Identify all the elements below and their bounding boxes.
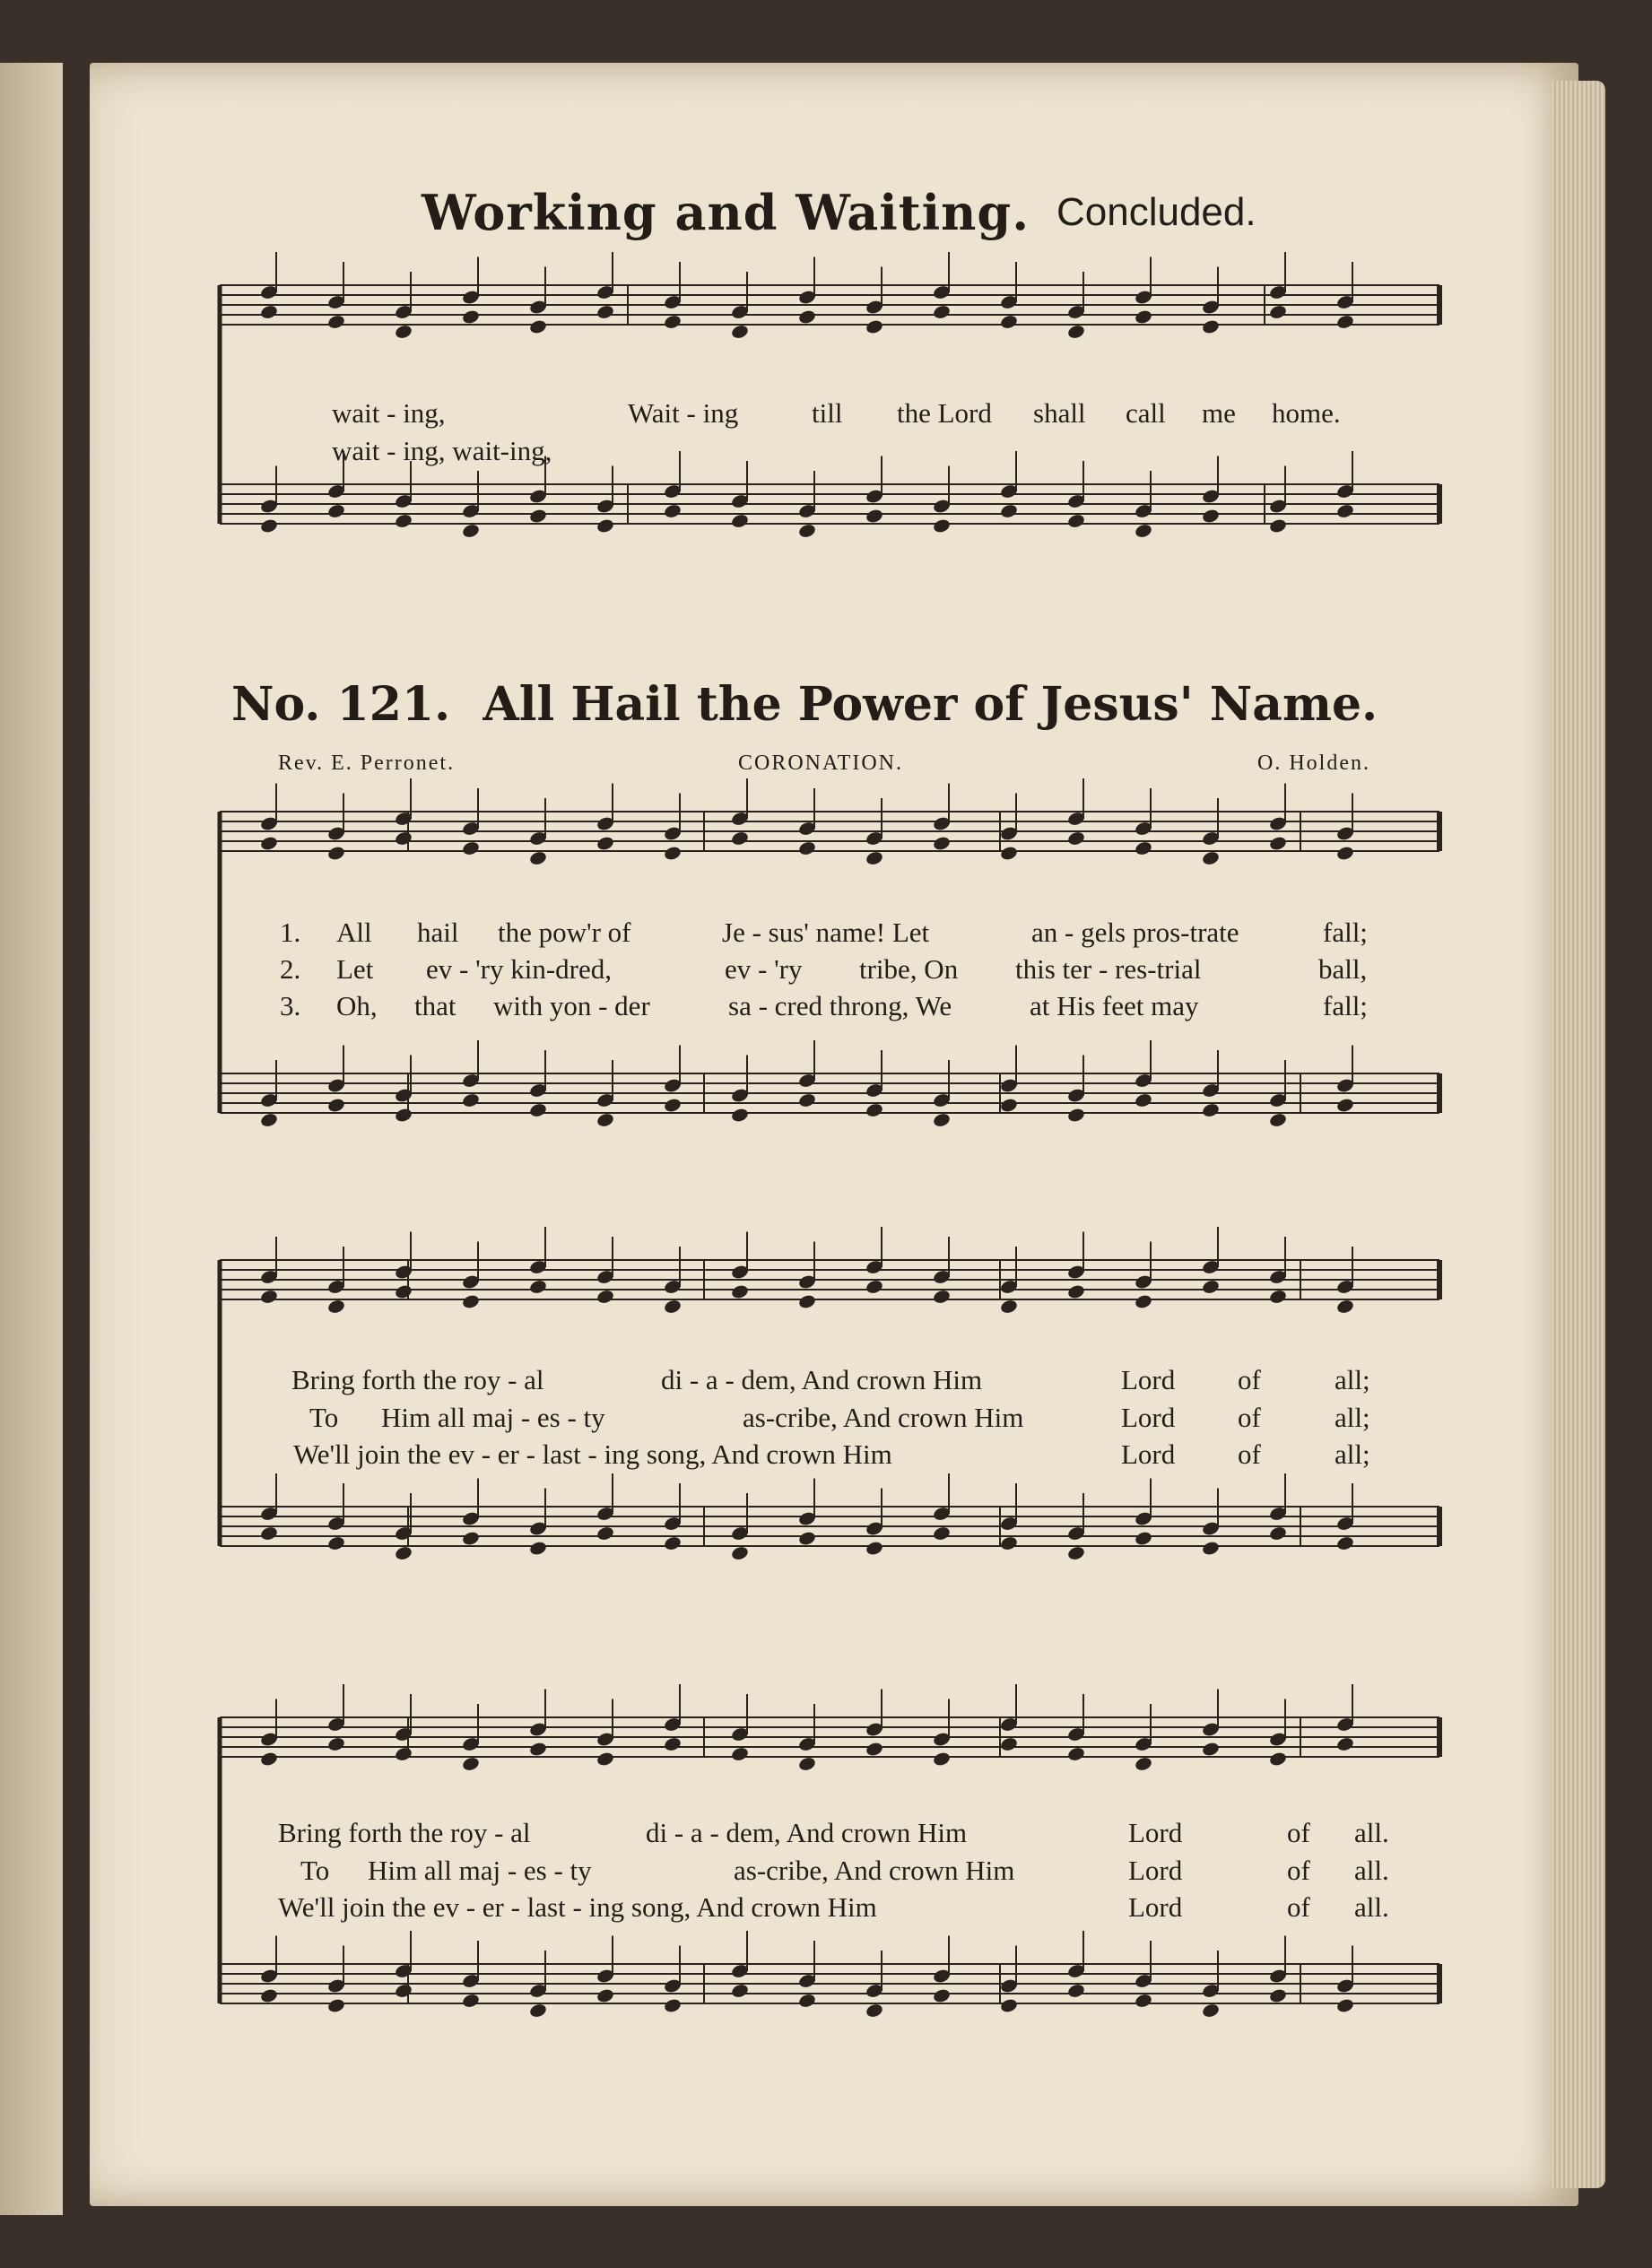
note-head [259,1112,278,1128]
note-head [663,1736,682,1752]
lyric: ball, [1318,953,1368,985]
note-head [999,1997,1018,2013]
note-head [663,503,682,519]
note-head [1066,1107,1085,1123]
lyric: an - gels pros-trate [1031,917,1239,948]
note-head [1134,1756,1152,1772]
note-head [797,1092,816,1108]
prev-lyric: the Lord [897,397,992,429]
note-head [663,845,682,861]
previous-hymn-title: Working and Waiting. [422,184,1030,241]
note-head [932,1289,951,1305]
note-head [663,314,682,330]
note-head [1066,1746,1085,1762]
note-head [1201,850,1220,866]
note-head [1335,503,1354,519]
note-head [326,1097,345,1113]
note-head [259,517,278,534]
note-head [1335,1736,1354,1752]
note-head [259,304,278,320]
lyric: Oh, [336,990,378,1021]
note-head [663,1997,682,2013]
note-head [394,1545,413,1561]
note-head [1066,1983,1085,1999]
lyric: all. [1354,1817,1389,1848]
note-head [326,1299,345,1315]
note-head [797,1530,816,1546]
lyric: Him all maj - es - ty [381,1402,605,1433]
note-head [999,1736,1018,1752]
note-head [999,503,1018,519]
lyric: ev - 'ry [725,953,803,985]
lyric: all. [1354,1891,1389,1923]
lyric: that [414,990,456,1021]
note-head [730,513,749,529]
note-head [1134,840,1152,856]
note-head [1134,1530,1152,1546]
note-head [1201,318,1220,335]
note-head [932,835,951,851]
note-head [730,830,749,847]
note-head [528,2003,547,2019]
prev-lyric: call [1126,397,1166,429]
note-head [461,1293,480,1309]
note-head [461,1530,480,1546]
note-head [1335,845,1354,861]
note-head [999,1097,1018,1113]
prev-lyric: shall [1033,397,1086,429]
note-head [730,1283,749,1299]
prev-lyric: me [1202,397,1236,429]
note-head [394,1107,413,1123]
note-head [932,304,951,320]
lyric: all; [1335,1438,1370,1470]
note-head [596,1987,614,2003]
lyric: Lord [1128,1855,1183,1886]
note-head [730,1746,749,1762]
note-head [326,503,345,519]
lyric: di - a - dem, And crown Him [661,1364,983,1395]
lyric: Je - sus' name! Let [722,917,930,948]
note-head [1201,1102,1220,1118]
note-head [1268,1751,1287,1767]
note-head [1066,1283,1085,1299]
note-head [596,1112,614,1128]
prev-lyric: till [812,397,843,429]
note-head [797,523,816,539]
note-head [730,1107,749,1123]
note-head [1134,308,1152,325]
note-head [730,1545,749,1561]
note-head [1201,508,1220,524]
note-head [797,1993,816,2009]
lyric: We'll join the ev - er - last - ing song, And crown Him [278,1891,877,1923]
lyric: all; [1335,1364,1370,1395]
note-head [1268,1987,1287,2003]
note-head [797,840,816,856]
note-head [730,1983,749,1999]
lyric: all. [1354,1855,1389,1886]
note-head [528,1279,547,1295]
tune-name: CORONATION. [738,752,903,775]
note-head [865,1741,883,1757]
note-head [797,1293,816,1309]
lyric: All [336,917,372,948]
note-head [461,1993,480,2009]
note-head [797,308,816,325]
lyric: Bring forth the roy - al [278,1817,531,1848]
lyric: as-cribe, And crown Him [734,1855,1015,1886]
composer-credit: O. Holden. [1257,752,1370,775]
note-head [259,1525,278,1542]
note-head [1335,1997,1354,2013]
note-head [259,1751,278,1767]
note-head [596,835,614,851]
note-head [528,850,547,866]
lyric: Lord [1121,1364,1176,1395]
lyric: with yon - der [493,990,650,1021]
note-head [1201,2003,1220,2019]
note-head [596,1525,614,1542]
lyric: di - a - dem, And crown Him [646,1817,968,1848]
lyric: fall; [1323,990,1368,1021]
stanza-number: 3. [280,990,301,1021]
note-head [461,1092,480,1108]
lyric: To [309,1402,339,1433]
lyric: all; [1335,1402,1370,1433]
note-head [1066,830,1085,847]
lyric: We'll join the ev - er - last - ing song, And crown Him [293,1438,892,1470]
prev-lyric: wait - ing, [332,397,446,429]
note-head [326,1736,345,1752]
note-head [865,1540,883,1556]
prev-lyric: home. [1272,397,1341,429]
lyric: Lord [1128,1891,1183,1923]
note-head [865,850,883,866]
prev-lyric: Wait - ing [628,397,739,429]
note-head [797,1756,816,1772]
note-head [461,523,480,539]
note-head [1066,324,1085,340]
note-head [461,1756,480,1772]
lyric: of [1238,1402,1261,1433]
lyric: of [1238,1438,1261,1470]
note-head [865,1279,883,1295]
lyric: Him all maj - es - ty [368,1855,592,1886]
note-head [1134,1293,1152,1309]
lyric: Lord [1121,1402,1176,1433]
note-head [932,517,951,534]
note-head [596,517,614,534]
note-head [932,1987,951,2003]
note-head [596,304,614,320]
lyric: Lord [1128,1817,1183,1848]
lyric: Bring forth the roy - al [291,1364,544,1395]
note-head [999,1299,1018,1315]
lyric: To [300,1855,330,1886]
lyric: of [1287,1855,1310,1886]
lyric: this ter - res-trial [1015,953,1202,985]
previous-hymn-subtitle: Concluded. [1056,190,1256,234]
note-head [326,1997,345,2013]
note-head [326,314,345,330]
lyric: of [1287,1891,1310,1923]
note-head [865,2003,883,2019]
note-head [394,1746,413,1762]
note-head [394,1283,413,1299]
note-head [1066,1545,1085,1561]
note-head [461,840,480,856]
note-head [528,1102,547,1118]
note-head [461,308,480,325]
lyric: sa - cred throng, We [728,990,952,1021]
note-head [528,1741,547,1757]
note-head [394,324,413,340]
lyric: fall; [1323,917,1368,948]
prev-lyric: wait - ing, wait-ing, [332,435,552,466]
lyric: ev - 'ry kin-dred, [426,953,613,985]
note-head [1335,314,1354,330]
note-head [1268,517,1287,534]
note-head [1134,523,1152,539]
note-head [1335,1535,1354,1551]
note-head [932,1525,951,1542]
note-head [1201,1540,1220,1556]
note-head [999,845,1018,861]
note-head [865,1102,883,1118]
note-head [932,1112,951,1128]
lyric: of [1238,1364,1261,1395]
lyric: Lord [1121,1438,1176,1470]
note-head [394,513,413,529]
note-head [528,508,547,524]
note-head [1268,1525,1287,1542]
note-head [259,1987,278,2003]
lyric: of [1287,1817,1310,1848]
note-head [663,1097,682,1113]
lyric: as-cribe, And crown Him [743,1402,1024,1433]
note-head [528,1540,547,1556]
note-head [1201,1741,1220,1757]
note-head [865,508,883,524]
note-head [394,830,413,847]
note-head [663,1299,682,1315]
author-credit: Rev. E. Perronet. [278,752,456,775]
note-head [394,1983,413,1999]
note-head [1268,1112,1287,1128]
note-head [1268,835,1287,851]
lyric: Let [336,953,374,985]
note-head [528,318,547,335]
note-head [1335,1097,1354,1113]
note-head [596,1751,614,1767]
note-head [1066,513,1085,529]
note-head [1134,1993,1152,2009]
lyric: at His feet may [1030,990,1199,1021]
lyric: hail [417,917,459,948]
note-head [1268,304,1287,320]
note-head [932,1751,951,1767]
lyric: the pow'r of [498,917,631,948]
note-head [326,1535,345,1551]
note-head [259,1289,278,1305]
note-head [1268,1289,1287,1305]
note-head [596,1289,614,1305]
note-head [1335,1299,1354,1315]
note-head [663,1535,682,1551]
note-head [259,835,278,851]
note-head [326,845,345,861]
note-head [999,1535,1018,1551]
hymn-title: No. 121. All Hail the Power of Jesus' Name. [231,677,1378,732]
note-head [730,324,749,340]
lyric: tribe, On [859,953,959,985]
note-head [1201,1279,1220,1295]
stanza-number: 1. [280,917,301,948]
note-head [865,318,883,335]
note-head [1134,1092,1152,1108]
stanza-number: 2. [280,953,301,985]
note-head [999,314,1018,330]
